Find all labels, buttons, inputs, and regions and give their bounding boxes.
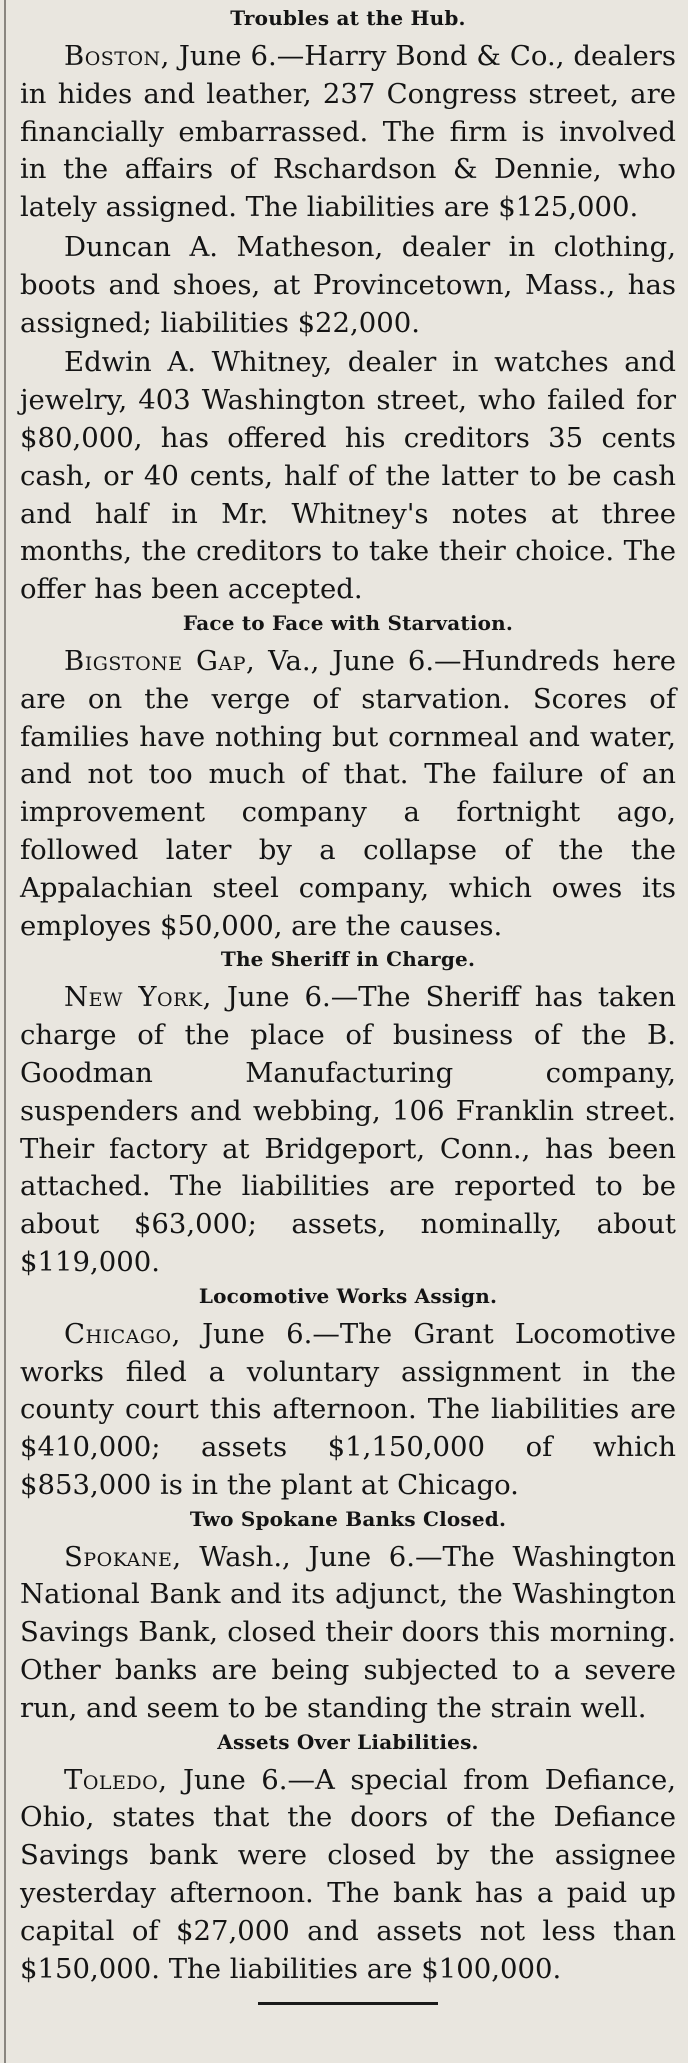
dateline: New York, bbox=[64, 981, 212, 1014]
headline: Assets Over Liabilities. bbox=[217, 1729, 479, 1754]
dateline: Chicago, bbox=[64, 1317, 181, 1350]
column-rule bbox=[4, 0, 6, 2063]
headline: Face to Face with Starvation. bbox=[182, 610, 514, 635]
paragraph bbox=[20, 1762, 676, 1989]
paragraph bbox=[20, 1539, 676, 1728]
dateline: Bigstone Gap, bbox=[64, 644, 256, 677]
paragraph bbox=[20, 1316, 676, 1505]
paragraph bbox=[20, 979, 676, 1281]
paragraph-text: June 6.—A special from Defiance, Ohio, states that the doors of the Defiance Savings bank were closed by the assignee yesterday afternoon. The bank has a paid up capital of $27,000 and assets not less than $150,000. The liabilities are $100,000. bbox=[20, 1763, 676, 1985]
paragraph-text: June 6.—The Sheriff has taken charge of the place of business of the B. Goodman Manufacturing company, suspenders and webbing, 106 Franklin street. Their factory at Bridgeport, Conn., has been attached. The liabilities are reported to be about $63,000; assets, nominally, about $119,000. bbox=[20, 981, 676, 1278]
article-face-to-face-with-starvation bbox=[20, 611, 676, 945]
article-assets-over-liabilities bbox=[20, 1730, 676, 1989]
end-rule bbox=[258, 2002, 438, 2005]
paragraph-text: Edwin A. Whitney, dealer in watches and jewelry, 403 Washington street, who failed for $80,000, has offered his creditors 35 cents cash, or 40 cents, half of the latter to be cash and half in Mr. Whitney's notes at three months, the creditors to take their choice. The offer has been accepted. bbox=[20, 346, 676, 606]
article-two-spokane-banks-closed bbox=[20, 1507, 676, 1728]
article-the-sheriff-in-charge bbox=[20, 947, 676, 1281]
headline: The Sheriff in Charge. bbox=[220, 947, 476, 972]
paragraph bbox=[20, 643, 676, 945]
article-locomotive-works-assign bbox=[20, 1284, 676, 1505]
paragraph-text: Duncan A. Matheson, dealer in clothing, boots and shoes, at Provincetown, Mass., has assigned; liabilities $22,000. bbox=[20, 230, 676, 339]
headline: Troubles at the Hub. bbox=[230, 6, 466, 30]
dateline: Toledo, bbox=[64, 1763, 168, 1796]
paragraph bbox=[20, 229, 676, 342]
article-troubles-at-the-hub bbox=[20, 6, 676, 609]
paragraph-text: Wash., June 6.—The Washington National Bank and its adjunct, the Washington Savings Bank, closed their doors this morning. Other banks are being subjected to a severe run, and seem to be standing the strain well. bbox=[20, 1540, 676, 1724]
paragraph bbox=[20, 344, 676, 609]
headline: Locomotive Works Assign. bbox=[198, 1283, 498, 1308]
dateline: Boston, bbox=[64, 40, 170, 72]
paragraph-text: June 6.—Harry Bond & Co., dealers in hides and leather, 237 Congress street, are financially embarrassed. The firm is involved in the affairs of Rschardson & Dennie, who lately assigned. The liabilities are $125,000. bbox=[20, 40, 676, 224]
headline: Two Spokane Banks Closed. bbox=[189, 1506, 507, 1531]
paragraph bbox=[20, 38, 676, 227]
dateline: Spokane, bbox=[64, 1540, 182, 1573]
paragraph-text: June 6.—The Grant Locomotive works filed a voluntary assignment in the county court this afternoon. The liabilities are $410,000; assets $1,150,000 of which $853,000 is in the plant at Chicago. bbox=[20, 1317, 676, 1501]
paragraph-text: Va., June 6.—Hundreds here are on the verge of starvation. Scores of families have nothing but cornmeal and water, and not too much of that. The failure of an improvement company a fortnight ago, followed later by a collapse of the the Appalachian steel company, which owes its employes $50,000, are the causes. bbox=[20, 644, 676, 942]
